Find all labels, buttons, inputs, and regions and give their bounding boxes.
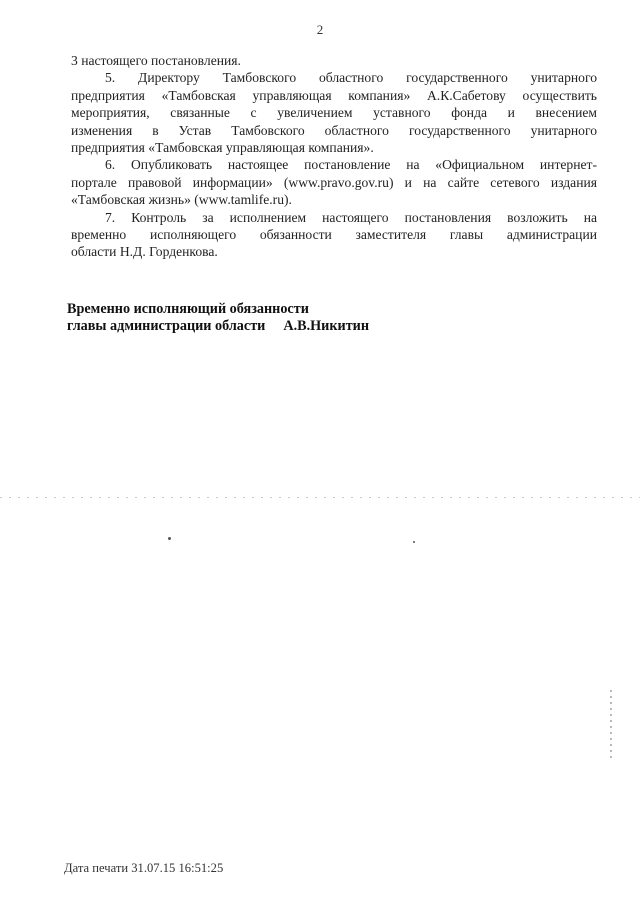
paragraph-line: 7. Контроль за исполнением настоящего постановления возложить на — [105, 209, 597, 225]
paragraph-line: изменения в Устав Тамбовского областного государственного унитарного — [71, 122, 597, 138]
scan-artifact-line — [0, 497, 640, 498]
signature-position: Временно исполняющий обязанности — [67, 301, 309, 317]
signer-name: А.В.Никитин — [283, 318, 370, 334]
paragraph-line: предприятия «Тамбовская управляющая компания». — [71, 140, 374, 156]
paragraph-line: 6. Опубликовать настоящее постановление на «Официальном интернет- — [105, 157, 597, 173]
page-number: 2 — [316, 22, 324, 37]
paragraph-line: области Н.Д. Горденкова. — [71, 244, 218, 260]
paragraph-line: временно исполняющего обязанности заместителя главы администрации — [71, 227, 597, 243]
paragraph-line: портале правовой информации» (www.pravo.gov.ru) и на сайте сетевого издания — [71, 174, 597, 190]
print-date: Дата печати 31.07.15 16:51:25 — [64, 861, 224, 875]
scan-artifact-dot — [168, 537, 171, 540]
scan-artifact-margin-mark — [610, 690, 612, 760]
document-body — [71, 52, 597, 261]
signature-block — [67, 301, 369, 335]
scan-artifact-dot — [413, 541, 415, 543]
signature-position-text: главы администрации области — [67, 318, 266, 334]
paragraph-line: мероприятия, связанные с увеличением уставного фонда и внесением — [71, 105, 597, 121]
paragraph-line: 3 настоящего постановления. — [71, 53, 241, 68]
paragraph-line: «Тамбовская жизнь» (www.tamlife.ru). — [71, 192, 292, 208]
paragraph-line: 5. Директору Тамбовского областного государственного унитарного — [105, 70, 597, 86]
paragraph-line: предприятия «Тамбовская управляющая компания» А.К.Сабетову осуществить — [71, 87, 597, 103]
signature-position-line2 — [67, 318, 369, 335]
